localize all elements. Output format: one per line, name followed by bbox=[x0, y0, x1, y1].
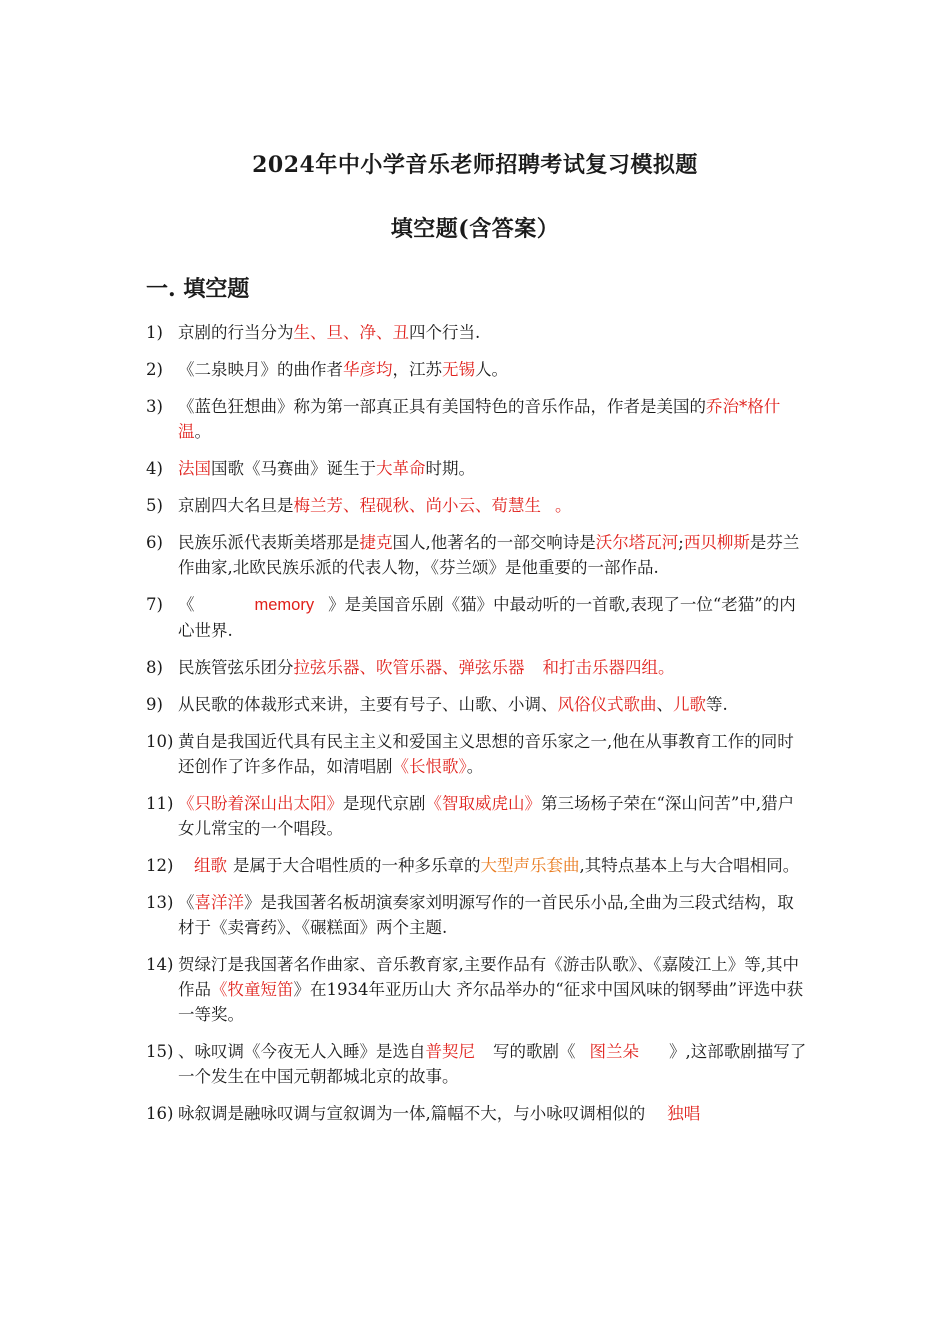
question-text: 。 bbox=[466, 757, 484, 776]
question-text: 黄自是我国近代具有民主主义和爱国主义思想的音乐家之一,他在从事教育工作的同时还创作了许多作品，如清唱剧 bbox=[178, 732, 794, 776]
answer: 拉弦乐器、吹管乐器、弹弦乐器 bbox=[293, 658, 525, 677]
question-text: 国人,他著名的一部交响诗是 bbox=[392, 533, 596, 552]
question-2 bbox=[146, 357, 810, 382]
question-text: 》在1934年亚历山大 齐尔品举办的“征求中国风味的钢琴曲”评选中获一等奖。 bbox=[178, 980, 804, 1024]
answer: 梅兰芳、程砚秋、尚小云、荀慧生 bbox=[293, 496, 541, 515]
question-4 bbox=[146, 456, 810, 481]
question-text: ,其特点基本上与大合唱相同。 bbox=[579, 856, 800, 875]
question-15 bbox=[146, 1039, 810, 1089]
question-text: 》是美国音乐剧《猫》中最动听的一首歌,表现了一位“老猫”的内心世界. bbox=[178, 595, 796, 640]
question-number: 1) bbox=[146, 323, 163, 342]
question-number: 7) bbox=[146, 595, 163, 614]
question-text: 写的歌剧《 bbox=[493, 1042, 576, 1061]
question-text: 。 bbox=[194, 422, 211, 441]
question-text: 咏叙调是融咏叹调与宣叙调为一体,篇幅不大，与小咏叹调相似的 bbox=[178, 1104, 646, 1123]
section-heading: 一. 填空题 bbox=[146, 276, 250, 302]
question-7 bbox=[146, 592, 810, 643]
answer: 。 bbox=[555, 496, 572, 515]
question-8 bbox=[146, 655, 810, 680]
document-subtitle: 填空题(含答案） bbox=[390, 216, 560, 242]
question-text: 民族管弦乐团分 bbox=[178, 658, 294, 677]
question-number: 2) bbox=[146, 360, 163, 379]
question-text: 京剧四大名旦是 bbox=[178, 496, 294, 515]
answer: 《长恨歌》 bbox=[392, 757, 467, 776]
question-number: 5) bbox=[146, 496, 163, 515]
question-text: 从民歌的体裁形式来讲，主要有号子、山歌、小调、 bbox=[178, 695, 558, 714]
answer: 独唱 bbox=[667, 1104, 701, 1123]
question-number: 12) bbox=[146, 856, 174, 875]
question-text: 是属于大合唱性质的一种多乐章的 bbox=[233, 856, 481, 875]
answer: 和打击乐器四组。 bbox=[542, 658, 675, 677]
answer: 沃尔塔瓦河 bbox=[595, 533, 679, 552]
question-text: 第三场杨子荣在“深山问苦”中,猎户女儿常宝的一个唱段。 bbox=[178, 794, 795, 838]
question-list bbox=[146, 320, 810, 1138]
answer: 无锡 bbox=[442, 360, 475, 379]
question-text: ; bbox=[678, 533, 684, 552]
answer: 《智取威虎山》 bbox=[425, 794, 541, 813]
question-text: 、咏叹调《今夜无人入睡》是选自 bbox=[178, 1042, 426, 1061]
question-text: 《蓝色狂想曲》称为第一部真正具有美国特色的音乐作品，作者是美国的 bbox=[178, 397, 706, 416]
question-number: 3) bbox=[146, 397, 163, 416]
question-5 bbox=[146, 493, 810, 518]
question-text: 》是我国著名板胡演奏家刘明源写作的一首民乐小品,全曲为三段式结构，取材于《卖膏药》、《碾糕面》两个主题. bbox=[178, 893, 794, 937]
question-text: 是芬兰作曲家,北欧民族乐派的代表人物，《芬兰颂》是他重要的一部作品. bbox=[178, 533, 800, 577]
question-3 bbox=[146, 394, 810, 444]
question-14 bbox=[146, 952, 810, 1027]
question-12 bbox=[146, 853, 810, 878]
answer: 《只盼着深山出太阳》 bbox=[178, 794, 343, 813]
answer: 捷克 bbox=[359, 533, 393, 552]
answer: 法国 bbox=[178, 459, 211, 478]
question-text: 》,这部歌剧描写了一个发生在中国元朝都城北京的故事。 bbox=[178, 1042, 807, 1086]
question-number: 6) bbox=[146, 533, 163, 552]
question-number: 15) bbox=[146, 1042, 174, 1061]
answer: 风俗仪式歌曲 bbox=[557, 695, 657, 714]
question-number: 11) bbox=[146, 794, 174, 813]
answer: 组歌 bbox=[194, 856, 227, 875]
answer: memory bbox=[254, 596, 315, 614]
question-text: 京剧的行当分为 bbox=[178, 323, 294, 342]
question-10 bbox=[146, 729, 810, 779]
question-text: ，江苏 bbox=[392, 360, 442, 379]
answer: 《牧童短笛 bbox=[211, 980, 294, 999]
answer: 西贝柳斯 bbox=[683, 533, 750, 552]
question-number: 10) bbox=[146, 732, 174, 751]
question-16 bbox=[146, 1101, 810, 1126]
answer: 生、旦、净、丑 bbox=[293, 323, 409, 342]
question-text: 《 bbox=[178, 595, 195, 614]
question-9 bbox=[146, 692, 810, 717]
answer: 大型声乐套曲 bbox=[480, 856, 580, 875]
question-text: 民族乐派代表斯美塔那是 bbox=[178, 533, 360, 552]
question-number: 8) bbox=[146, 658, 163, 677]
answer: 大革命 bbox=[376, 459, 426, 478]
question-text: 是现代京剧 bbox=[343, 794, 426, 813]
question-text: 国歌《马赛曲》诞生于 bbox=[211, 459, 376, 478]
question-text: 人。 bbox=[475, 360, 508, 379]
question-11 bbox=[146, 791, 810, 841]
question-text: 、 bbox=[656, 695, 673, 714]
answer: 图兰朵 bbox=[589, 1042, 639, 1061]
answer: 儿歌 bbox=[673, 695, 706, 714]
answer: 喜洋洋 bbox=[194, 893, 244, 912]
question-number: 16) bbox=[146, 1104, 174, 1123]
answer: 普契尼 bbox=[425, 1042, 475, 1061]
question-number: 9) bbox=[146, 695, 163, 714]
question-1 bbox=[146, 320, 810, 345]
question-6 bbox=[146, 530, 810, 580]
question-number: 4) bbox=[146, 459, 163, 478]
question-text: 贺绿汀是我国著名作曲家、音乐教育家,主要作品有《游击队歌》、《嘉陵江上》等,其中作品 bbox=[178, 955, 799, 999]
answer: 华彦均 bbox=[343, 360, 393, 379]
question-13 bbox=[146, 890, 810, 940]
question-number: 13) bbox=[146, 893, 174, 912]
question-text: 时期。 bbox=[425, 459, 475, 478]
question-text: 《二泉映月》的曲作者 bbox=[178, 360, 343, 379]
answer: 乔治*格什温 bbox=[178, 397, 781, 441]
document-title: 2024年中小学音乐老师招聘考试复习模拟题 bbox=[252, 152, 698, 178]
question-number: 14) bbox=[146, 955, 174, 974]
question-text: 《 bbox=[178, 893, 195, 912]
question-text: 四个行当. bbox=[409, 323, 481, 342]
question-text: 等. bbox=[706, 695, 728, 714]
